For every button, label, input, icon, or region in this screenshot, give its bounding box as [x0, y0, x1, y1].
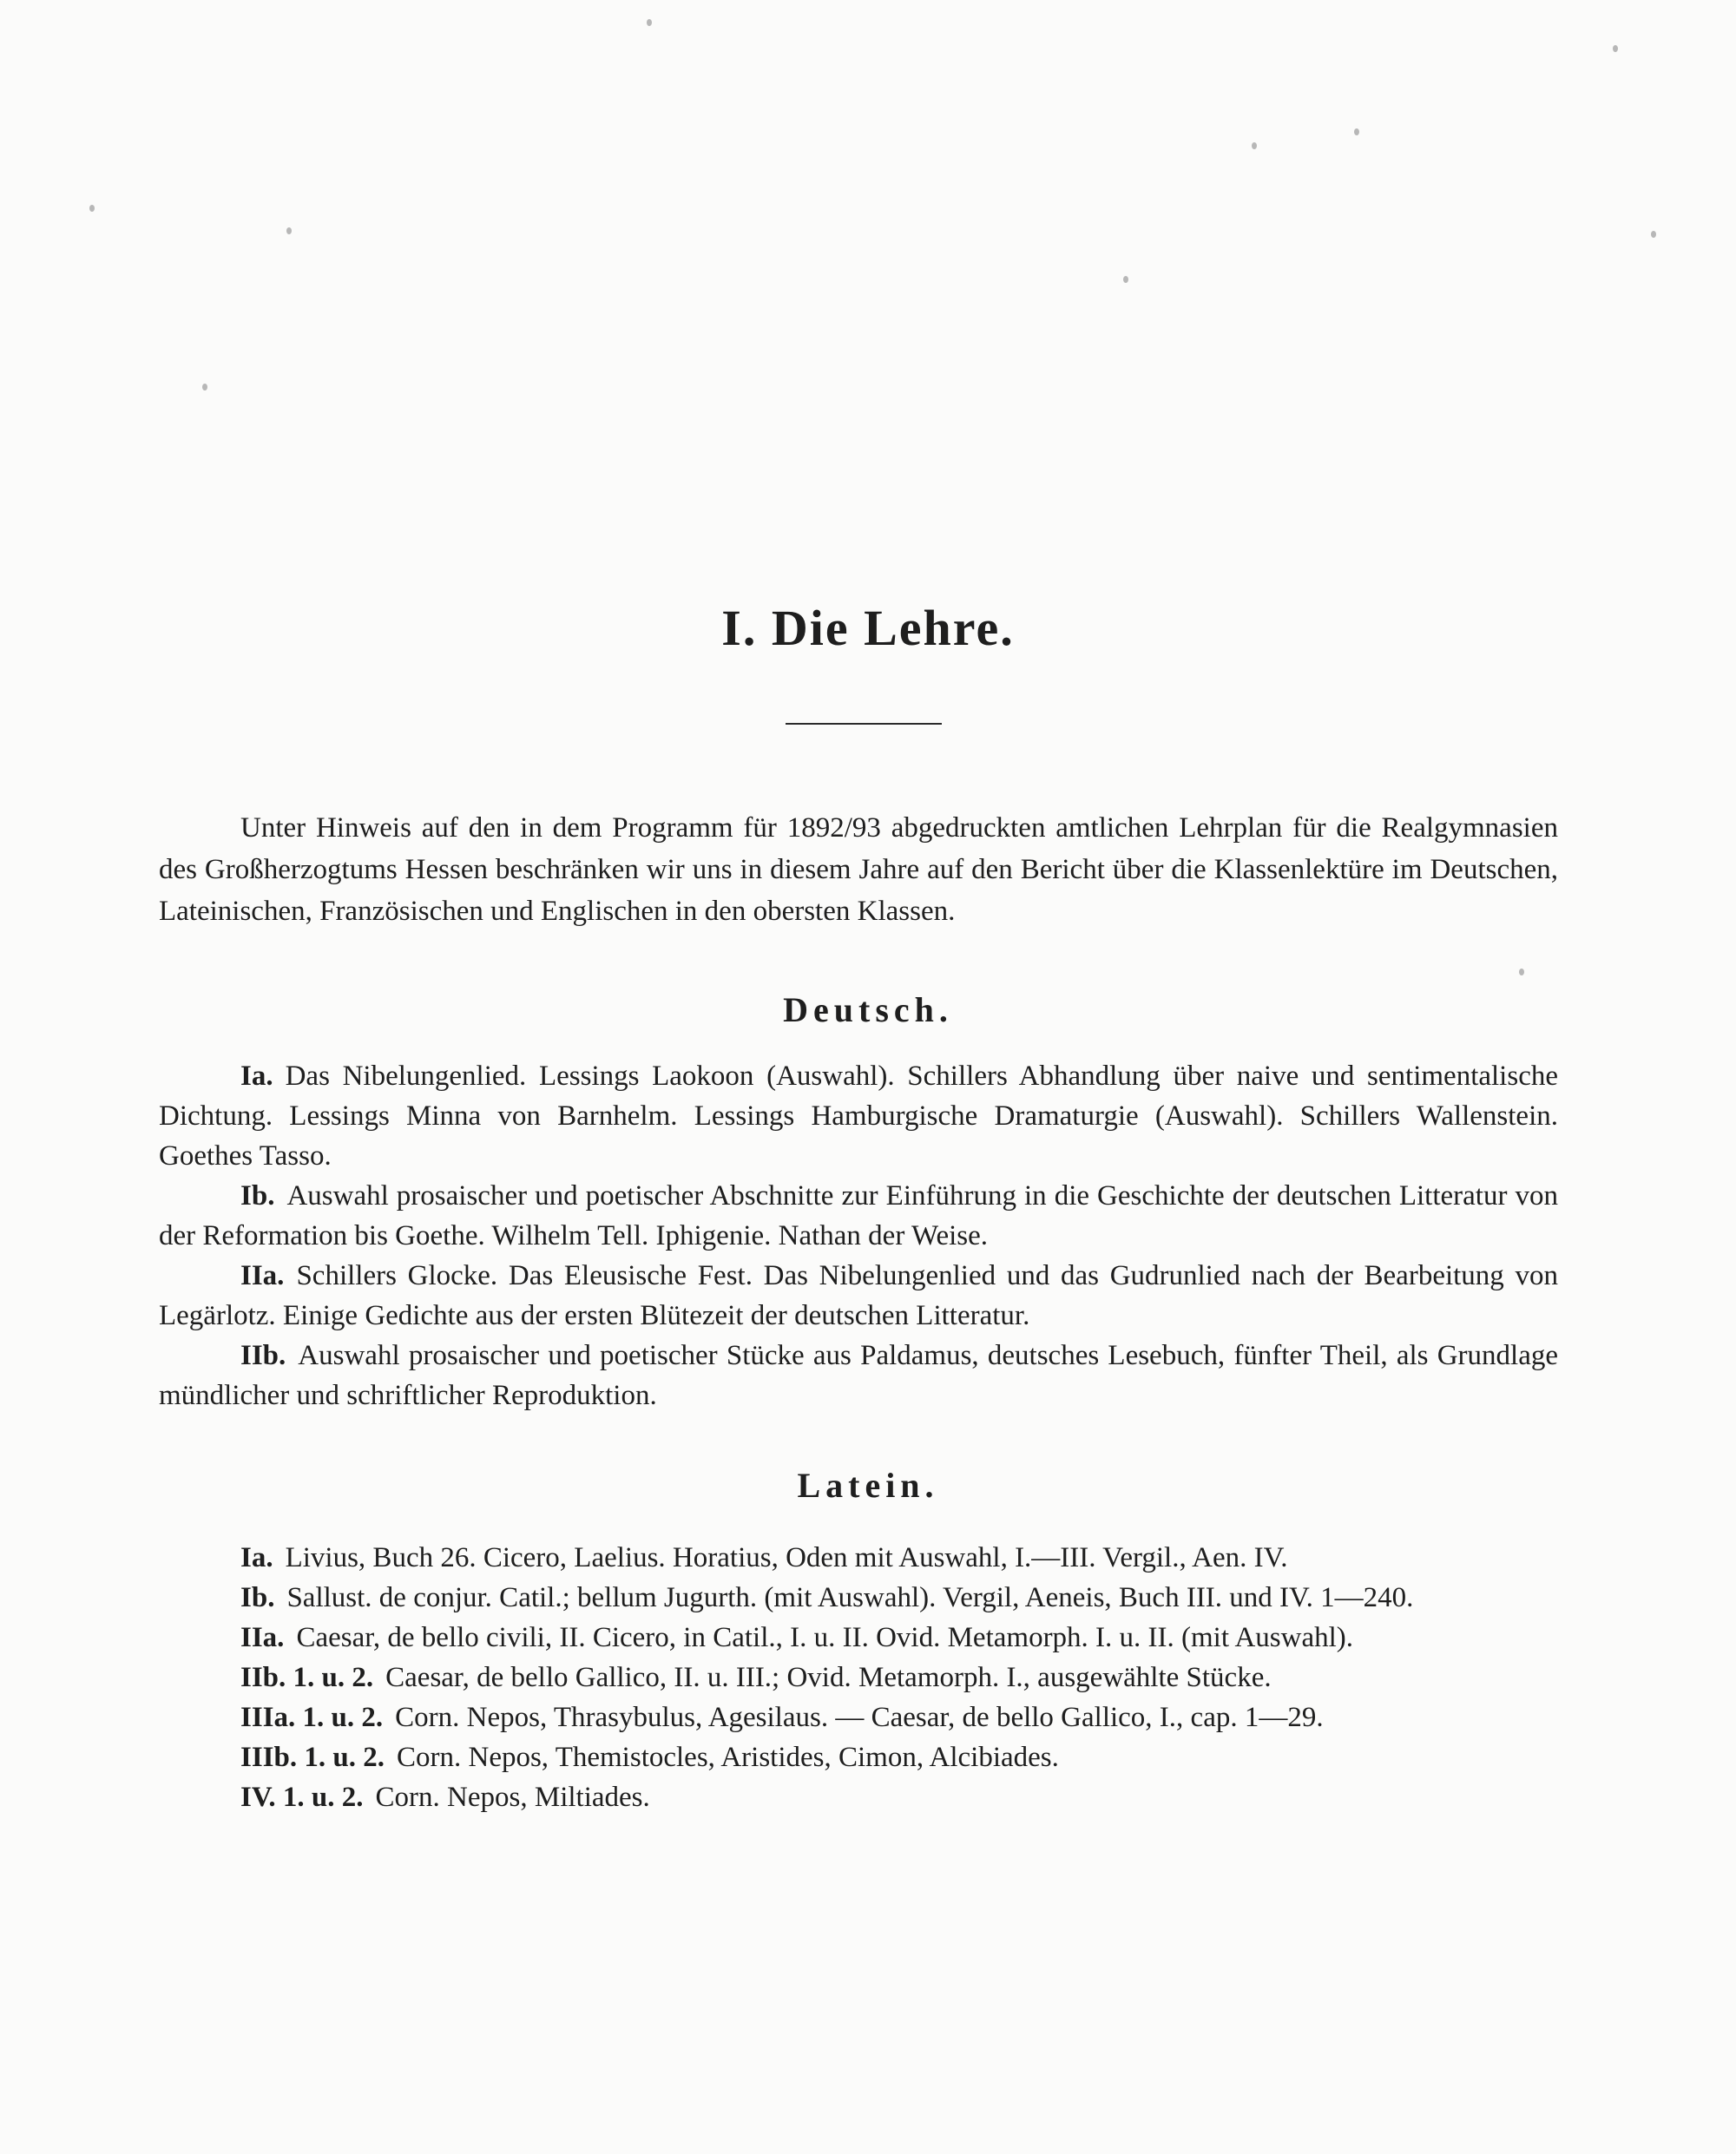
scan-speck	[1519, 969, 1524, 975]
class-label: IIIa. 1. u. 2.	[240, 1702, 384, 1733]
class-label: IV. 1. u. 2.	[240, 1782, 364, 1813]
list-item	[159, 1538, 1558, 1578]
scan-speck	[89, 205, 95, 212]
list-item	[159, 1777, 1558, 1817]
scan-speck	[1123, 276, 1128, 283]
scan-speck	[1651, 231, 1656, 238]
list-item	[159, 1056, 1558, 1176]
intro-paragraph: Unter Hinweis auf den in dem Programm für 1892/93 abgedruckten amtlichen Lehrplan für die Realgymnasien des Großherzogtums Hessen beschränken wir uns in diesem Jahre auf den Bericht über die Klassenlektüre im Deutschen, Lateinischen, Französischen und Englischen in den obersten Klassen.	[159, 812, 1558, 927]
list-item	[159, 1176, 1558, 1256]
title-divider	[786, 723, 942, 725]
reading-text: Auswahl prosaischer und poetischer Stücke aus Paldamus, deutsches Lesebuch, fünfter Theil, als Grundlage mündlicher und schriftlicher Reproduktion.	[159, 1340, 1558, 1411]
class-label: IIb.	[240, 1340, 286, 1371]
list-item	[159, 1618, 1558, 1658]
scan-speck	[1252, 142, 1257, 149]
scan-speck	[1613, 45, 1618, 52]
reading-text: Corn. Nepos, Themistocles, Aristides, Cimon, Alcibiades.	[396, 1742, 1059, 1773]
class-label: Ia.	[240, 1061, 273, 1092]
page-title: I. Die Lehre.	[721, 600, 1015, 656]
list-item	[159, 1658, 1558, 1698]
list-item	[159, 1578, 1558, 1618]
reading-text: Corn. Nepos, Thrasybulus, Agesilaus. — Caesar, de bello Gallico, I., cap. 1—29.	[395, 1702, 1324, 1733]
reading-text: Caesar, de bello civili, II. Cicero, in Catil., I. u. II. Ovid. Metamorph. I. u. II. (mit Auswahl).	[296, 1622, 1354, 1653]
class-label: Ib.	[240, 1180, 275, 1212]
list-item	[159, 1737, 1558, 1777]
section-heading-deutsch: Deutsch.	[783, 990, 953, 1029]
class-label: Ia.	[240, 1542, 273, 1573]
scan-speck	[647, 19, 652, 26]
reading-text: Livius, Buch 26. Cicero, Laelius. Horatius, Oden mit Auswahl, I.—III. Vergil., Aen. IV.	[285, 1542, 1288, 1573]
list-item	[159, 1256, 1558, 1336]
reading-text: Das Nibelungenlied. Lessings Laokoon (Auswahl). Schillers Abhandlung über naive und sentimentalische Dichtung. Lessings Minna von Barnhelm. Lessings Hamburgische Dramaturgie (Auswahl). Schillers Wallenstein. Goethes Tasso.	[159, 1061, 1558, 1172]
scan-speck	[202, 384, 207, 391]
reading-text: Caesar, de bello Gallico, II. u. III.; Ovid. Metamorph. I., ausgewählte Stücke.	[385, 1662, 1272, 1693]
class-label: IIa.	[240, 1622, 285, 1653]
reading-text: Sallust. de conjur. Catil.; bellum Jugurth. (mit Auswahl). Vergil, Aeneis, Buch III. und IV. 1—240.	[286, 1582, 1414, 1613]
reading-text: Corn. Nepos, Miltiades.	[375, 1782, 650, 1813]
section-deutsch	[159, 1056, 1558, 1415]
list-item	[159, 1698, 1558, 1737]
reading-text: Auswahl prosaischer und poetischer Abschnitte zur Einführung in die Geschichte der deutschen Litteratur von der Reformation bis Goethe. Wilhelm Tell. Iphigenie. Nathan der Weise.	[159, 1180, 1558, 1251]
class-label: IIb. 1. u. 2.	[240, 1662, 374, 1693]
list-item	[159, 1336, 1558, 1415]
reading-text: Schillers Glocke. Das Eleusische Fest. Das Nibelungenlied und das Gudrunlied nach der Bearbeitung von Legärlotz. Einige Gedichte aus der ersten Blütezeit der deutschen Litteratur.	[159, 1260, 1558, 1331]
class-label: Ib.	[240, 1582, 275, 1613]
class-label: IIa.	[240, 1260, 285, 1291]
scan-speck	[1354, 128, 1359, 135]
section-heading-latein: Latein.	[797, 1466, 939, 1505]
scan-speck	[286, 227, 292, 234]
section-latein	[159, 1538, 1558, 1817]
class-label: IIIb. 1. u. 2.	[240, 1742, 385, 1773]
